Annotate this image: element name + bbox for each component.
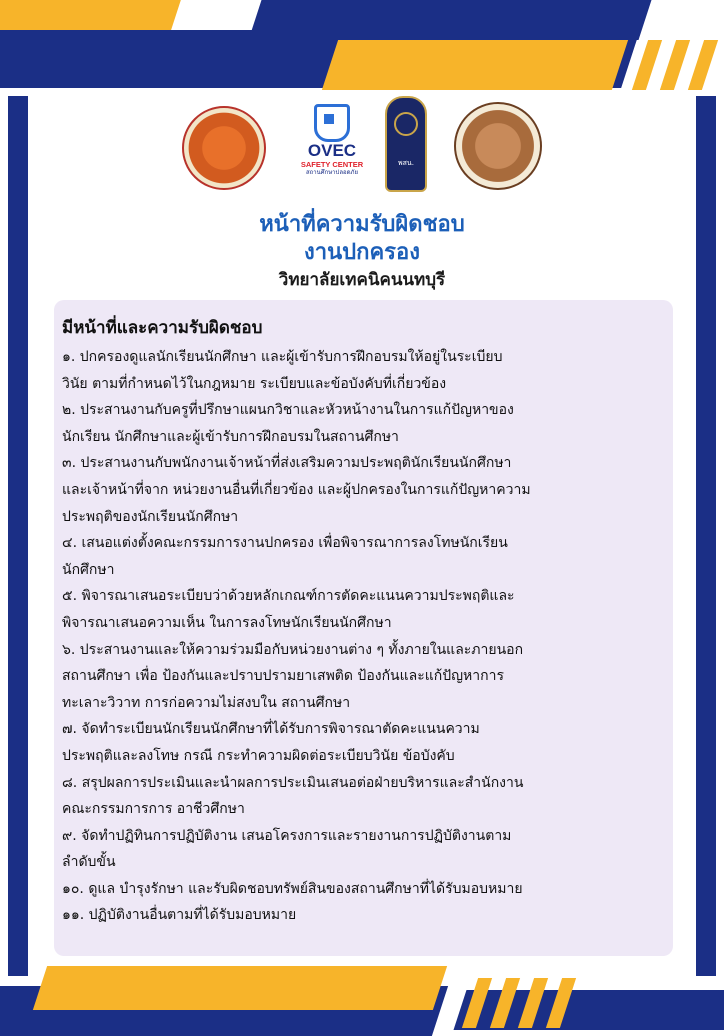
pennant-emblem-logo — [385, 96, 427, 192]
page-title-line-2: งานปกครอง — [304, 240, 420, 265]
duty-item: ๙. จัดทำปฏิทินการปฏิบัติงาน เสนอโครงการและรายงานการปฏิบัติงานตาม ลำดับขั้น — [62, 827, 512, 871]
duty-item: ๖. ประสานงานและให้ความร่วมมือกับหน่วยงานต่าง ๆ ทั้งภายในและภายนอก สถานศึกษา เพื่อ ป้องกันและปราบปรามยาเสพติด ป้องกันและแก้ปัญหาการ ทะเลาะวิวาท การก่อความไม่สงบใน สถานศึกษา — [62, 641, 524, 711]
bottom-yellow-band — [33, 966, 447, 1010]
duty-item: ๓. ประสานงานกับพนักงานเจ้าหน้าที่ส่งเสริมความประพฤตินักเรียนนักศึกษา และเจ้าหน้าที่จาก หน่วยงานอื่นที่เกี่ยวข้อง และผู้ปกครองในการแก้ปัญหาความ ประพฤติของนักเรียนนักศึกษา — [62, 455, 531, 525]
duty-item: ๑๑. ปฏิบัติงานอื่นตามที่ได้รับมอบหมาย — [62, 907, 297, 924]
top-yellow-stripe — [660, 40, 690, 90]
duty-item: ๕. พิจารณาเสนอระเบียบว่าด้วยหลักเกณฑ์การตัดคะแนนความประพฤติและ พิจารณาเสนอความเห็น ในการลงโทษนักเรียนนักศึกษา — [62, 588, 515, 631]
duties-heading: มีหน้าที่และความรับผิดชอบ — [62, 318, 263, 338]
duty-item: ๑. ปกครองดูแลนักเรียนนักศึกษา และผู้เข้ารับการฝึกอบรมให้อยู่ในระเบียบ วินัย ตามที่กำหนดไว้ในกฎหมาย ระเบียบและข้อบังคับที่เกี่ยวข้อง — [62, 349, 503, 392]
duties-panel — [54, 300, 673, 956]
page-title-line-1: หน้าที่ความรับผิดชอบ — [259, 212, 465, 237]
pennant-label: พสน. — [398, 159, 414, 167]
logo-row — [0, 96, 724, 196]
shield-icon — [314, 104, 350, 142]
top-yellow-band-middle — [322, 40, 628, 90]
ovec-safety-center-logo — [286, 104, 378, 184]
duties-list — [62, 344, 668, 929]
duty-item: ๗. จัดทำระเบียนนักเรียนนักศึกษาที่ได้รับการพิจารณาตัดคะแนนความ ประพฤติและลงโทษ กรณี กระทำความผิดต่อระเบียบวินัย ข้อบังคับ — [62, 721, 480, 764]
top-yellow-stripe — [632, 40, 662, 90]
duty-item: ๔. เสนอแต่งตั้งคณะกรรมการงานปกครอง เพื่อพิจารณาการลงโทษนักเรียน นักศึกษา — [62, 535, 508, 578]
duty-item: ๑๐. ดูแล บำรุงรักษา และรับผิดชอบทรัพย์สินของสถานศึกษาที่ได้รับมอบหมาย — [62, 880, 523, 897]
nonthaburi-technical-college-seal-icon — [454, 102, 542, 190]
ovec-logo-thai-text: สถานศึกษาปลอดภัย — [306, 169, 358, 176]
ovec-logo-title: OVEC — [307, 141, 357, 160]
dharma-wheel-icon — [394, 112, 418, 136]
ovec-logo-subtitle: SAFETY CENTER — [300, 160, 364, 169]
vocational-education-commission-seal-icon — [182, 106, 266, 190]
college-name: วิทยาลัยเทคนิคนนทบุรี — [278, 270, 446, 290]
duty-item: ๘. สรุปผลการประเมินและนำผลการประเมินเสนอต่อฝ่ายบริหารและสำนักงาน คณะกรรมการการ อาชีวศึกษา — [62, 774, 524, 818]
duty-item: ๒. ประสานงานกับครูที่ปรึกษาแผนกวิชาและหัวหน้างานในการแก้ปัญหาของ นักเรียน นักศึกษาและผู้เข้ารับการฝึกอบรมในสถานศึกษา — [62, 402, 514, 445]
top-yellow-stripe — [688, 40, 718, 90]
